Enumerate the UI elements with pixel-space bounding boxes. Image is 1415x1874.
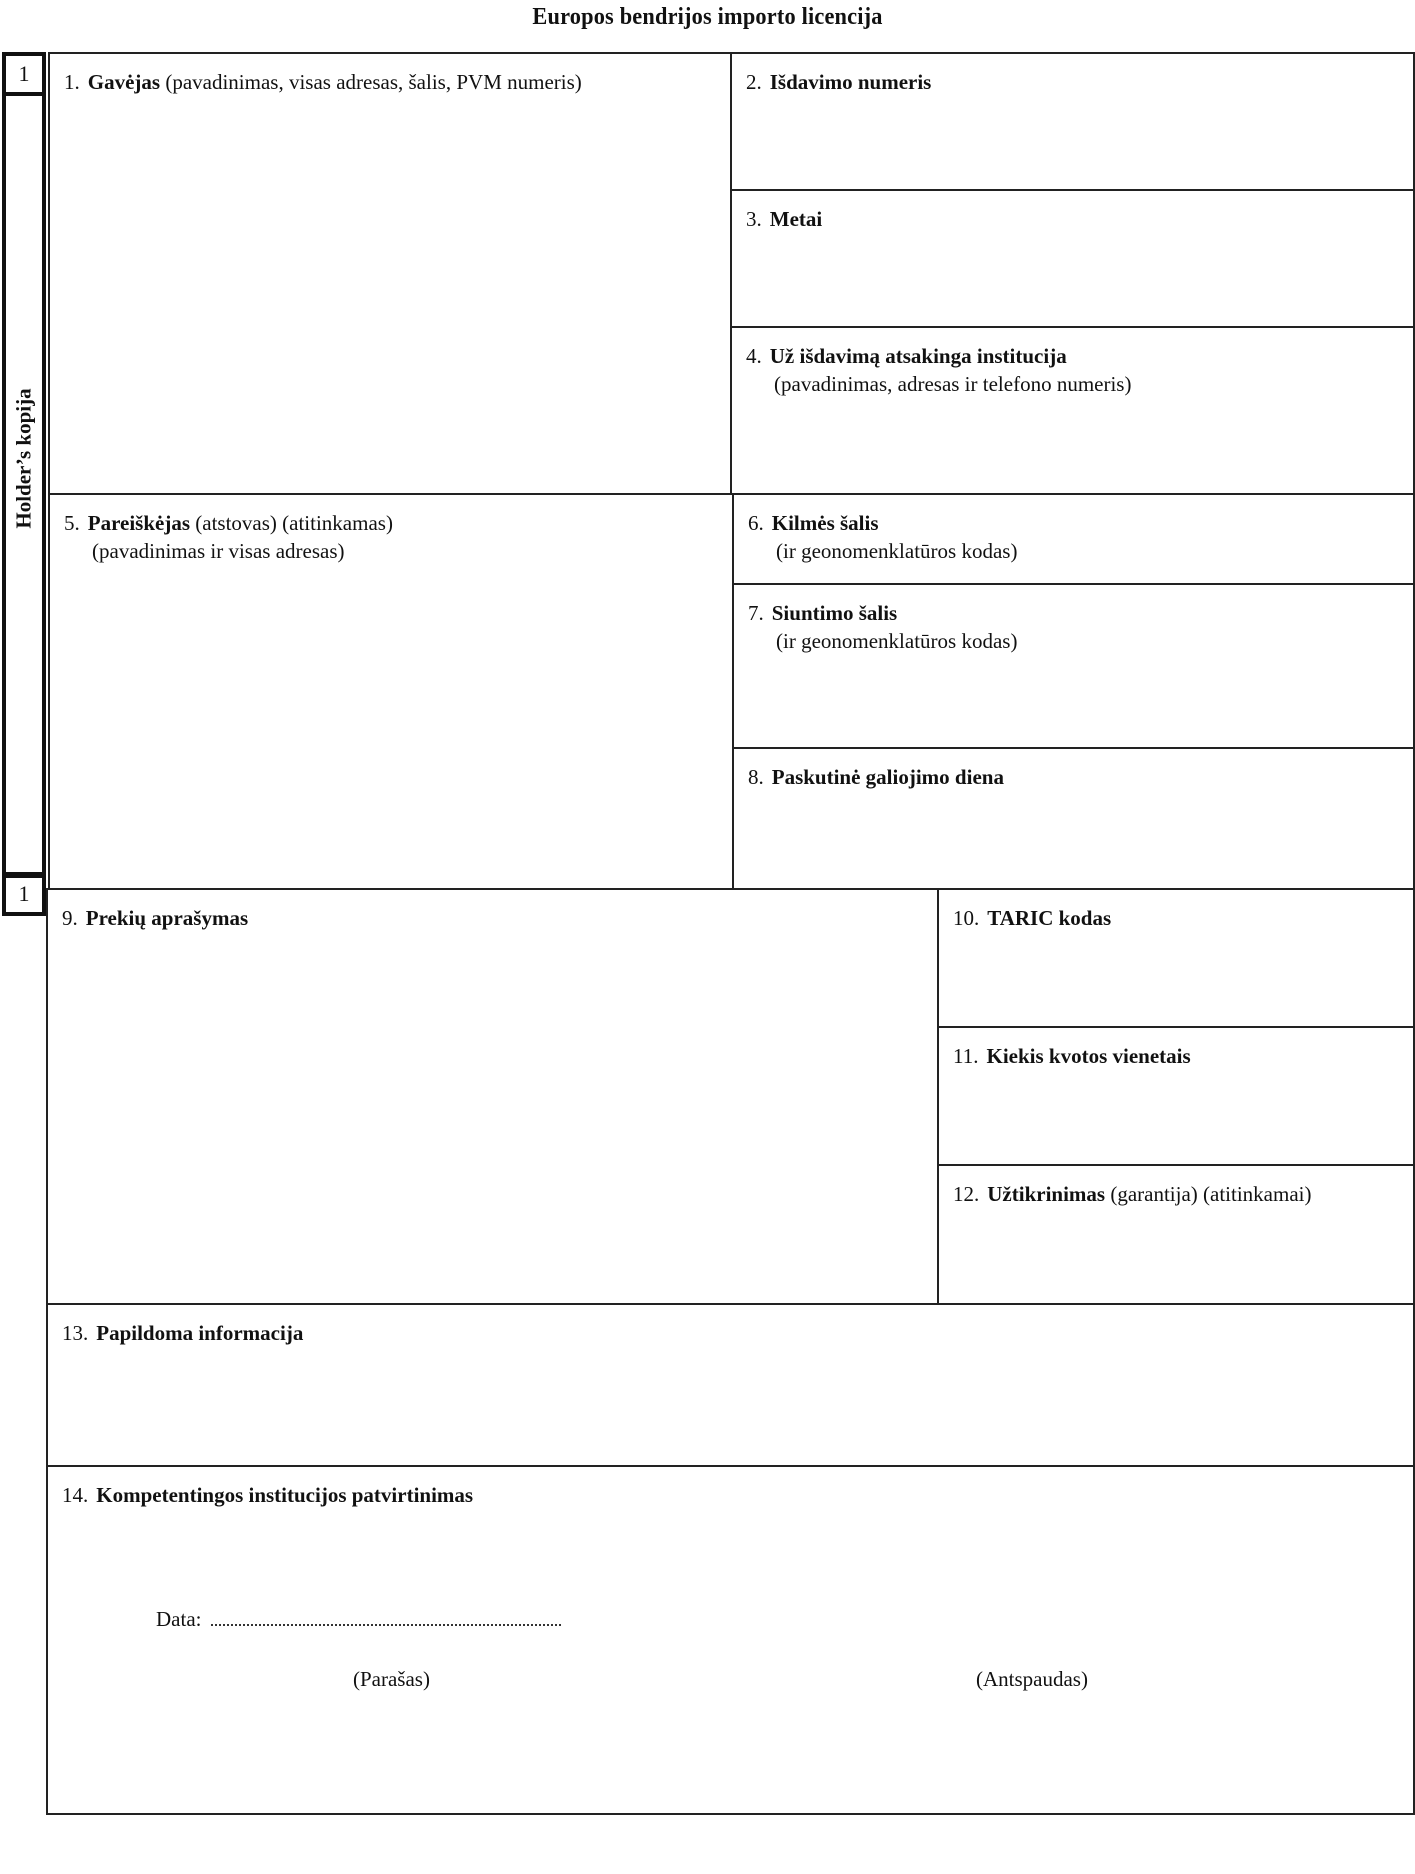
field-3-year[interactable] bbox=[730, 189, 1415, 328]
field-13-additional-info[interactable] bbox=[46, 1303, 1415, 1467]
field-3-label: 3. Metai bbox=[746, 207, 823, 231]
field-1-recipient[interactable] bbox=[48, 52, 732, 495]
field-2-label: 2. Išdavimo numeris bbox=[746, 70, 932, 94]
field-7-label: 7. Siuntimo šalis (ir geonomenklatūros kodas) bbox=[748, 601, 1018, 653]
field-6-label: 6. Kilmės šalis (ir geonomenklatūros kodas) bbox=[748, 511, 1018, 563]
date-dotted-line bbox=[211, 1610, 561, 1626]
field-10-taric-code[interactable] bbox=[937, 888, 1415, 1028]
field-6-country-of-origin[interactable] bbox=[732, 493, 1415, 585]
copy-number-bottom bbox=[2, 872, 46, 916]
field-1-label: 1. Gavėjas (pavadinimas, visas adresas, šalis, PVM numeris) bbox=[64, 70, 582, 94]
field-7-consignment-country[interactable] bbox=[732, 583, 1415, 749]
field-10-label: 10. TARIC kodas bbox=[953, 906, 1112, 930]
field-12-label: 12. Užtikrinimas (garantija) (atitinkamai) bbox=[953, 1182, 1312, 1206]
copy-label: Holder’s kopija bbox=[11, 388, 36, 529]
page-title: Europos bendrijos importo licencija bbox=[532, 4, 883, 30]
field-4-label: 4. Už išdavimą atsakinga institucija (pavadinimas, adresas ir telefono numeris) bbox=[746, 344, 1132, 396]
field-9-goods-description[interactable] bbox=[46, 888, 939, 1305]
field-8-label: 8. Paskutinė galiojimo diena bbox=[748, 765, 1004, 789]
field-11-label: 11. Kiekis kvotos vienetais bbox=[953, 1044, 1191, 1068]
signature-caption: (Parašas) bbox=[353, 1667, 430, 1691]
field-14-endorsement[interactable] bbox=[46, 1465, 1415, 1815]
copy-number-top-text: 1 bbox=[18, 61, 30, 86]
field-4-issuing-authority[interactable] bbox=[730, 326, 1415, 495]
date-line[interactable] bbox=[156, 1607, 561, 1632]
field-5-applicant[interactable] bbox=[48, 493, 734, 890]
field-2-issue-number[interactable] bbox=[730, 52, 1415, 191]
field-8-last-validity-day[interactable] bbox=[732, 747, 1415, 890]
date-label: Data: bbox=[156, 1607, 202, 1631]
field-14-label: 14. Kompetentingos institucijos patvirtinimas bbox=[62, 1483, 474, 1507]
field-13-label: 13. Papildoma informacija bbox=[62, 1321, 304, 1345]
field-12-security[interactable] bbox=[937, 1164, 1415, 1305]
field-11-quantity[interactable] bbox=[937, 1026, 1415, 1166]
copy-number-top bbox=[2, 52, 46, 96]
stamp-caption: (Antspaudas) bbox=[976, 1667, 1088, 1691]
field-5-label: 5. Pareiškėjas (atstovas) (atitinkamas) (pavadinimas ir visas adresas) bbox=[64, 511, 393, 563]
field-9-label: 9. Prekių aprašymas bbox=[62, 906, 249, 930]
copy-number-bottom-text: 1 bbox=[18, 881, 30, 906]
